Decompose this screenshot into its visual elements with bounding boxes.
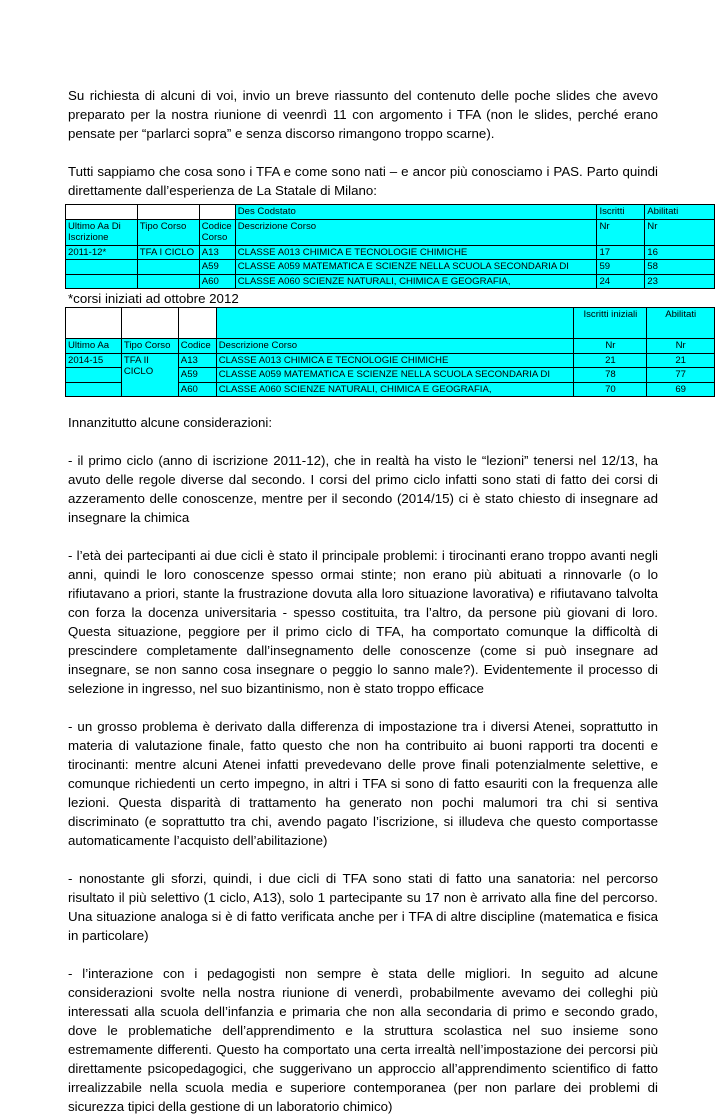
cell-abilitati: 69 — [647, 382, 715, 397]
table-row — [66, 245, 715, 260]
cell-abilitati: 23 — [645, 274, 715, 289]
cell-descrizione: CLASSE A013 CHIMICA E TECNOLOGIE CHIMICHE — [216, 353, 574, 368]
cell-tipo — [137, 260, 199, 275]
point-age: - l’età dei partecipanti ai due cicli è stato il principale problemi: i tirocinanti erano troppo avanti negli anni, quindi le loro conoscenze spesso ormai stinte; non erano più abituati a rinnovarle (o lo rifiutavano a priori, stante la frustrazione dovuta alla loro situazione lavorativa) e rifiutavano talvolta con forza la docenza universitaria - spesso costituita, tra l’altro, da persone più giovani di loro. Questa situazione, peggiore per il primo ciclo di TFA, ha comportato comunque la difficoltà di prescindere completamente dall’insegnamento delle conoscenze (come si può insegnare ad insegnare, se non sanno cosa insegnare o peggio lo sanno male?). Evidentemente il processo di selezione in ingresso, nel suo bizantinismo, non è stato troppo efficace — [68, 548, 658, 696]
header-tipo-corso: Tipo Corso — [137, 219, 199, 245]
cell-aa: 2011-12* — [66, 245, 138, 260]
cell-codice: A59 — [199, 260, 235, 275]
point-sanatoria: - nonostante gli sforzi, quindi, i due cicli di TFA sono stati di fatto una sanatoria: nel percorso risultato il più selettivo (1 ciclo, A13), solo 1 partecipante su 17 non è arrivato alla fine del percorso. Una situazione analoga si è di fatto verificata anche per i TFA di altre discipline (matematica e fisica in particolare) — [68, 871, 658, 943]
table-note: *corsi iniziati ad ottobre 2012 — [68, 291, 239, 306]
cell-tipo — [137, 274, 199, 289]
cell-abilitati: 58 — [645, 260, 715, 275]
table-header-row — [66, 219, 715, 245]
header-ultimo-aa: Ultimo Aa — [66, 339, 122, 354]
header-descrizione: Descrizione Corso — [216, 339, 574, 354]
header-nr-iscritti: Nr — [574, 339, 647, 354]
table-top-header-row — [66, 205, 715, 220]
point-first-cycle: - il primo ciclo (anno di iscrizione 2011-12), che in realtà ha visto le “lezioni” tenersi nel 12/13, ha avuto delle regole diverse dal secondo. I corsi del primo ciclo infatti sono stati di fatto dei corsi di azzeramento delle conoscenze, mentre per il secondo (2014/15) ci è stato chiesto di insegnare ad insegnare la chimica — [68, 453, 658, 525]
cell-codice: A60 — [178, 382, 216, 397]
cell-descrizione: CLASSE A060 SCIENZE NATURALI, CHIMICA E GEOGRAFIA, — [235, 274, 597, 289]
header-nr-abilitati: Nr — [647, 339, 715, 354]
point-pedagogisti: - l’interazione con i pedagogisti non sempre è stata delle migliori. In seguito ad alcune considerazioni svolte nella nostra riunione di venerdì, probabilmente avevamo dei colleghi più interessati alla scuola dell’infanzia e primaria che non alla secondaria di primo e secondo grado, dove le problematiche dell’apprendimento e la struttura scolastica nel suo insieme sono estremamente differenti. Questo ha comportato una certa irrealtà nell’impostazione dei percorsi più direttamente psicopedagogici, che suggerivano un approccio all’apprendimento scientifico di fatto irrealizzabile nella scuola media e superiore contemporanea (per non parlare dei problemi di sicurezza tipici della gestione di un laboratorio chimico) — [68, 966, 658, 1114]
table-header-row — [66, 339, 715, 354]
cell-aa — [66, 368, 122, 383]
cell-iscritti: 59 — [597, 260, 645, 275]
cell-aa — [66, 274, 138, 289]
cell-aa — [66, 260, 138, 275]
header-tipo-corso: Tipo Corso — [121, 339, 178, 354]
header-nr-iscritti: Nr — [597, 219, 645, 245]
header-iscritti: Iscritti — [597, 205, 645, 220]
cell-abilitati: 77 — [647, 368, 715, 383]
cell-abilitati: 16 — [645, 245, 715, 260]
header-codice: Codice — [178, 339, 216, 354]
cell-tipo: TFA I CICLO — [137, 245, 199, 260]
table-tfa-second-cycle — [65, 307, 715, 397]
point-atenei: - un grosso problema è derivato dalla differenza di impostazione tra i diversi Atenei, soprattutto in materia di valutazione finale, fatto questo che non ha contribuito ai buoni rapporti tra docenti e tirocinanti: mentre alcuni Atenei infatti prevedevano delle prove finali potenzialmente selettive, e comunque richiedenti un certo impegno, in altri i TFA si sono di fatto esauriti con la frequenza alle lezioni. Questa disparità di trattamento ha generato non pochi malumori tra chi si sentiva discriminato (e soprattutto tra chi, avendo pagato l’iscrizione, si illudeva che questo comportasse automaticamente l’acquisto dell’abilitazione) — [68, 719, 658, 848]
cell-descrizione: CLASSE A059 MATEMATICA E SCIENZE NELLA SCUOLA SECONDARIA DI — [216, 368, 574, 383]
table-row — [66, 274, 715, 289]
header-abilitati: Abilitati — [645, 205, 715, 220]
header-abilitati: Abilitati — [647, 308, 715, 339]
cell-codice: A13 — [178, 353, 216, 368]
table-row — [66, 353, 715, 368]
cell-descrizione: CLASSE A013 CHIMICA E TECNOLOGIE CHIMICHE — [235, 245, 597, 260]
cell-codice: A59 — [178, 368, 216, 383]
cell-codice: A13 — [199, 245, 235, 260]
cell-iscritti: 24 — [597, 274, 645, 289]
cell-iscritti: 21 — [574, 353, 647, 368]
header-nr-abilitati: Nr — [645, 219, 715, 245]
table-row — [66, 260, 715, 275]
header-codice-corso: Codice Corso — [199, 219, 235, 245]
table-tfa-first-cycle — [65, 204, 715, 289]
cell-tipo: TFA II CICLO — [121, 353, 178, 397]
cell-iscritti: 17 — [597, 245, 645, 260]
cell-codice: A60 — [199, 274, 235, 289]
cell-abilitati: 21 — [647, 353, 715, 368]
header-iscritti-iniziali: Iscritti iniziali — [574, 308, 647, 339]
cell-aa: 2014-15 — [66, 353, 122, 368]
table-top-header-row — [66, 308, 715, 339]
cell-aa — [66, 382, 122, 397]
header-descrizione: Descrizione Corso — [235, 219, 597, 245]
context-paragraph: Tutti sappiamo che cosa sono i TFA e come sono nati – e ancor più conosciamo i PAS. Parto quindi direttamente dall’esperienza de La Statale di Milano: — [68, 164, 658, 198]
intro-paragraph: Su richiesta di alcuni di voi, invio un breve riassunto del contenuto delle poche slides che avevo preparato per la nostra riunione di veenrdì 11 con argomento i TFA (non le slides, perché erano pensate per “parlarci sopra” e senza discorso rimangono troppo scarne). — [68, 88, 658, 141]
considerations-heading: Innanzitutto alcune considerazioni: — [68, 415, 273, 430]
document-body — [68, 86, 697, 1116]
cell-descrizione: CLASSE A059 MATEMATICA E SCIENZE NELLA SCUOLA SECONDARIA DI — [235, 260, 597, 275]
cell-iscritti: 78 — [574, 368, 647, 383]
cell-iscritti: 70 — [574, 382, 647, 397]
cell-descrizione: CLASSE A060 SCIENZE NATURALI, CHIMICA E GEOGRAFIA, — [216, 382, 574, 397]
header-des-codstato: Des Codstato — [235, 205, 597, 220]
header-ultimo-aa: Ultimo Aa Di Iscrizione — [66, 219, 138, 245]
